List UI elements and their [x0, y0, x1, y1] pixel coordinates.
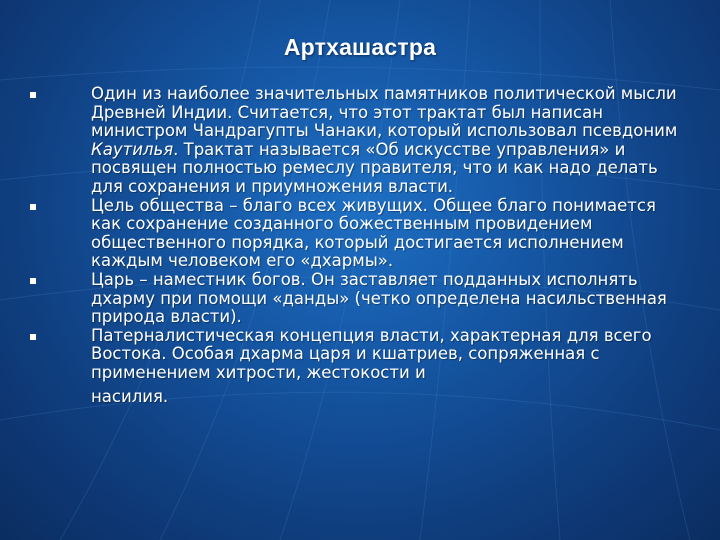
bullet-text: насилия.	[91, 386, 169, 406]
bullet-list	[30, 85, 690, 406]
square-bullet-icon	[30, 204, 36, 210]
slide-title: Артхашастра	[283, 34, 437, 60]
square-bullet-icon	[30, 92, 36, 98]
square-bullet-icon	[30, 278, 36, 284]
bullet-item	[30, 85, 690, 197]
bullet-item	[30, 271, 690, 327]
bullet-text: . Трактат называется «Об искусстве управления» и посвящен полностью ремеслу правителя, что и как надо делать для сохранения и приумножения власти.	[91, 139, 658, 196]
bullet-text-italic: Каутилья	[91, 139, 174, 159]
bullet-text: Патерналистическая концепция власти, характерная для всего Востока. Особая дхарма царя и кшатриев, сопряженная с применением хитрости, жестокости и	[91, 325, 652, 382]
bullet-text: Царь – наместник богов. Он заставляет подданных исполнять дхарму при помощи «данды» (четко определена насильственная природа власти).	[91, 269, 667, 327]
square-bullet-icon	[30, 334, 36, 340]
bullet-text: Один из наиболее значительных памятников политической мысли Древней Индии. Считается, что этот трактат был написан министром Чандрагупты Чанаки, который использовал псевдоним	[91, 84, 678, 141]
bullet-text: Цель общества – благо всех живущих. Общее благо понимается как сохранение созданного божественным провидением общественного порядка, который достигается исполнением каждым человеком его «дхармы».	[91, 195, 656, 271]
bullet-item	[30, 327, 690, 406]
bullet-item	[30, 197, 690, 271]
